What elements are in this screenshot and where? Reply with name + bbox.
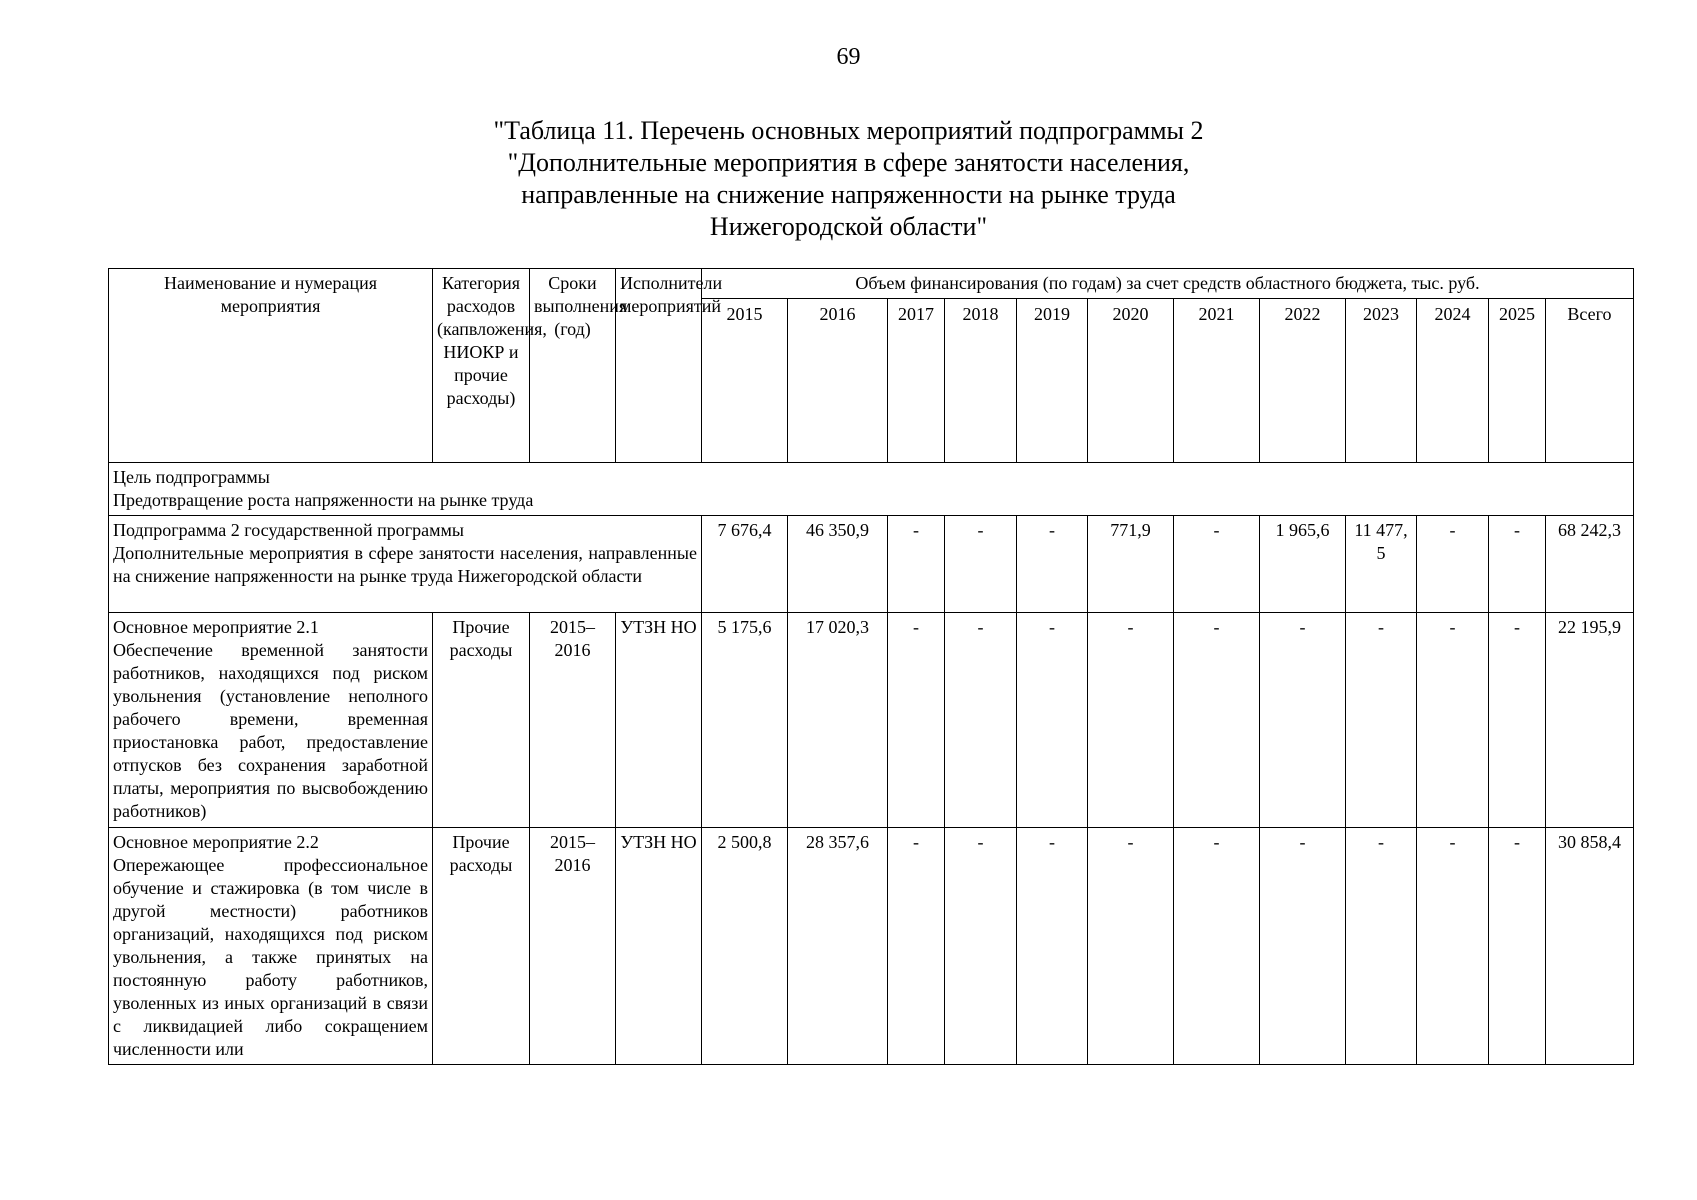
activity-value-2024: - bbox=[1417, 828, 1489, 1065]
header-executors-cell: Исполнители мероприятий bbox=[616, 269, 702, 463]
subprogram-value-2015: 7 676,4 bbox=[702, 516, 788, 613]
header-category-cell: Категория расходов (капвложения, НИОКР и прочие расходы) bbox=[433, 269, 530, 463]
subprogram-value-2021: - bbox=[1174, 516, 1260, 613]
activity-title: Основное мероприятие 2.2 bbox=[113, 832, 319, 852]
subprogram-value-2024: - bbox=[1417, 516, 1489, 613]
activity-terms: 2015–2016 bbox=[530, 613, 616, 828]
header-year-2020: 2020 bbox=[1088, 299, 1174, 463]
goal-label: Цель подпрограммы bbox=[113, 467, 270, 487]
activity-terms: 2015–2016 bbox=[530, 828, 616, 1065]
activity-row bbox=[109, 613, 1634, 828]
activity-executor: УТЗН НО bbox=[616, 828, 702, 1065]
subprogram-value-2017: - bbox=[888, 516, 945, 613]
page-number: 69 bbox=[836, 44, 861, 70]
activity-title: Основное мероприятие 2.1 bbox=[113, 617, 319, 637]
header-funding-cell: Объем финансирования (по годам) за счет средств областного бюджета, тыс. руб. bbox=[702, 269, 1634, 299]
activity-value-2025: - bbox=[1489, 613, 1546, 828]
header-year-2018: 2018 bbox=[945, 299, 1017, 463]
activity-value-2019: - bbox=[1017, 828, 1088, 1065]
header-total: Всего bbox=[1546, 299, 1634, 463]
header-year-2022: 2022 bbox=[1260, 299, 1346, 463]
header-row-1 bbox=[109, 269, 1634, 299]
subprogram-value-2022: 1 965,6 bbox=[1260, 516, 1346, 613]
title-line-2: "Дополнительные мероприятия в сфере занятости населения, bbox=[507, 148, 1190, 177]
activity-value-2018: - bbox=[945, 828, 1017, 1065]
activity-executor: УТЗН НО bbox=[616, 613, 702, 828]
activity-name-cell bbox=[109, 613, 433, 828]
header-year-2017: 2017 bbox=[888, 299, 945, 463]
goal-text: Предотвращение роста напряженности на рынке труда bbox=[113, 490, 534, 510]
subprogram-value-2016: 46 350,9 bbox=[788, 516, 888, 613]
activity-value-2017: - bbox=[888, 828, 945, 1065]
header-terms-cell: Сроки выполнения (год) bbox=[530, 269, 616, 463]
activity-value-2024: - bbox=[1417, 613, 1489, 828]
activity-total: 22 195,9 bbox=[1546, 613, 1634, 828]
header-year-2023: 2023 bbox=[1346, 299, 1417, 463]
activity-name-cell bbox=[109, 828, 433, 1065]
activity-text: Обеспечение временной занятости работников, находящихся под риском увольнения (установление неполного рабочего времени, временная приостановка работ, предоставление отпусков без сохранения заработной платы, мероприятия по высвобождению работников) bbox=[113, 640, 428, 821]
goal-cell bbox=[109, 463, 1634, 516]
subprogram-name-cell bbox=[109, 516, 702, 613]
activity-value-2019: - bbox=[1017, 613, 1088, 828]
activity-row bbox=[109, 828, 1634, 1065]
subprogram-value-2019: - bbox=[1017, 516, 1088, 613]
title-line-4: Нижегородской области" bbox=[709, 212, 988, 241]
funding-table bbox=[108, 268, 1634, 1065]
header-year-2015: 2015 bbox=[702, 299, 788, 463]
activity-text: Опережающее профессиональное обучение и стажировка (в том числе в другой местности) работников организаций, находящихся под риском увольнения, а также принятых на постоянную работу работников, уволенных из иных организаций в связи с ликвидацией либо сокращением численности или bbox=[113, 855, 428, 1059]
header-year-2016: 2016 bbox=[788, 299, 888, 463]
activity-total: 30 858,4 bbox=[1546, 828, 1634, 1065]
activity-value-2020: - bbox=[1088, 613, 1174, 828]
activity-value-2017: - bbox=[888, 613, 945, 828]
subprogram-value-2025: - bbox=[1489, 516, 1546, 613]
header-year-2024: 2024 bbox=[1417, 299, 1489, 463]
subprogram-value-2020: 771,9 bbox=[1088, 516, 1174, 613]
activity-category: Прочие расходы bbox=[433, 613, 530, 828]
header-year-2019: 2019 bbox=[1017, 299, 1088, 463]
title-line-3: направленные на снижение напряженности на рынке труда bbox=[521, 180, 1176, 209]
activity-value-2023: - bbox=[1346, 828, 1417, 1065]
table-title bbox=[0, 115, 1697, 243]
header-year-2025: 2025 bbox=[1489, 299, 1546, 463]
subprogram-value-2023: 11 477,5 bbox=[1346, 516, 1417, 613]
header-year-2021: 2021 bbox=[1174, 299, 1260, 463]
title-line-1: "Таблица 11. Перечень основных мероприятий подпрограммы 2 bbox=[493, 116, 1204, 145]
subprogram-title: Подпрограмма 2 государственной программы bbox=[113, 520, 464, 540]
activity-value-2022: - bbox=[1260, 613, 1346, 828]
subprogram-total: 68 242,3 bbox=[1546, 516, 1634, 613]
activity-value-2025: - bbox=[1489, 828, 1546, 1065]
subprogram-text: Дополнительные мероприятия в сфере занятости населения, направленные на снижение напряженности на рынке труда Нижегородской области bbox=[113, 543, 697, 586]
subprogram-value-2018: - bbox=[945, 516, 1017, 613]
activity-value-2022: - bbox=[1260, 828, 1346, 1065]
subprogram-row bbox=[109, 516, 1634, 613]
activity-value-2016: 28 357,6 bbox=[788, 828, 888, 1065]
activity-value-2020: - bbox=[1088, 828, 1174, 1065]
activity-value-2016: 17 020,3 bbox=[788, 613, 888, 828]
activity-value-2018: - bbox=[945, 613, 1017, 828]
goal-row bbox=[109, 463, 1634, 516]
activity-value-2021: - bbox=[1174, 613, 1260, 828]
activity-value-2021: - bbox=[1174, 828, 1260, 1065]
activity-value-2015: 2 500,8 bbox=[702, 828, 788, 1065]
header-name-cell: Наименование и нумерация мероприятия bbox=[109, 269, 433, 463]
activity-category: Прочие расходы bbox=[433, 828, 530, 1065]
activity-value-2015: 5 175,6 bbox=[702, 613, 788, 828]
activity-value-2023: - bbox=[1346, 613, 1417, 828]
